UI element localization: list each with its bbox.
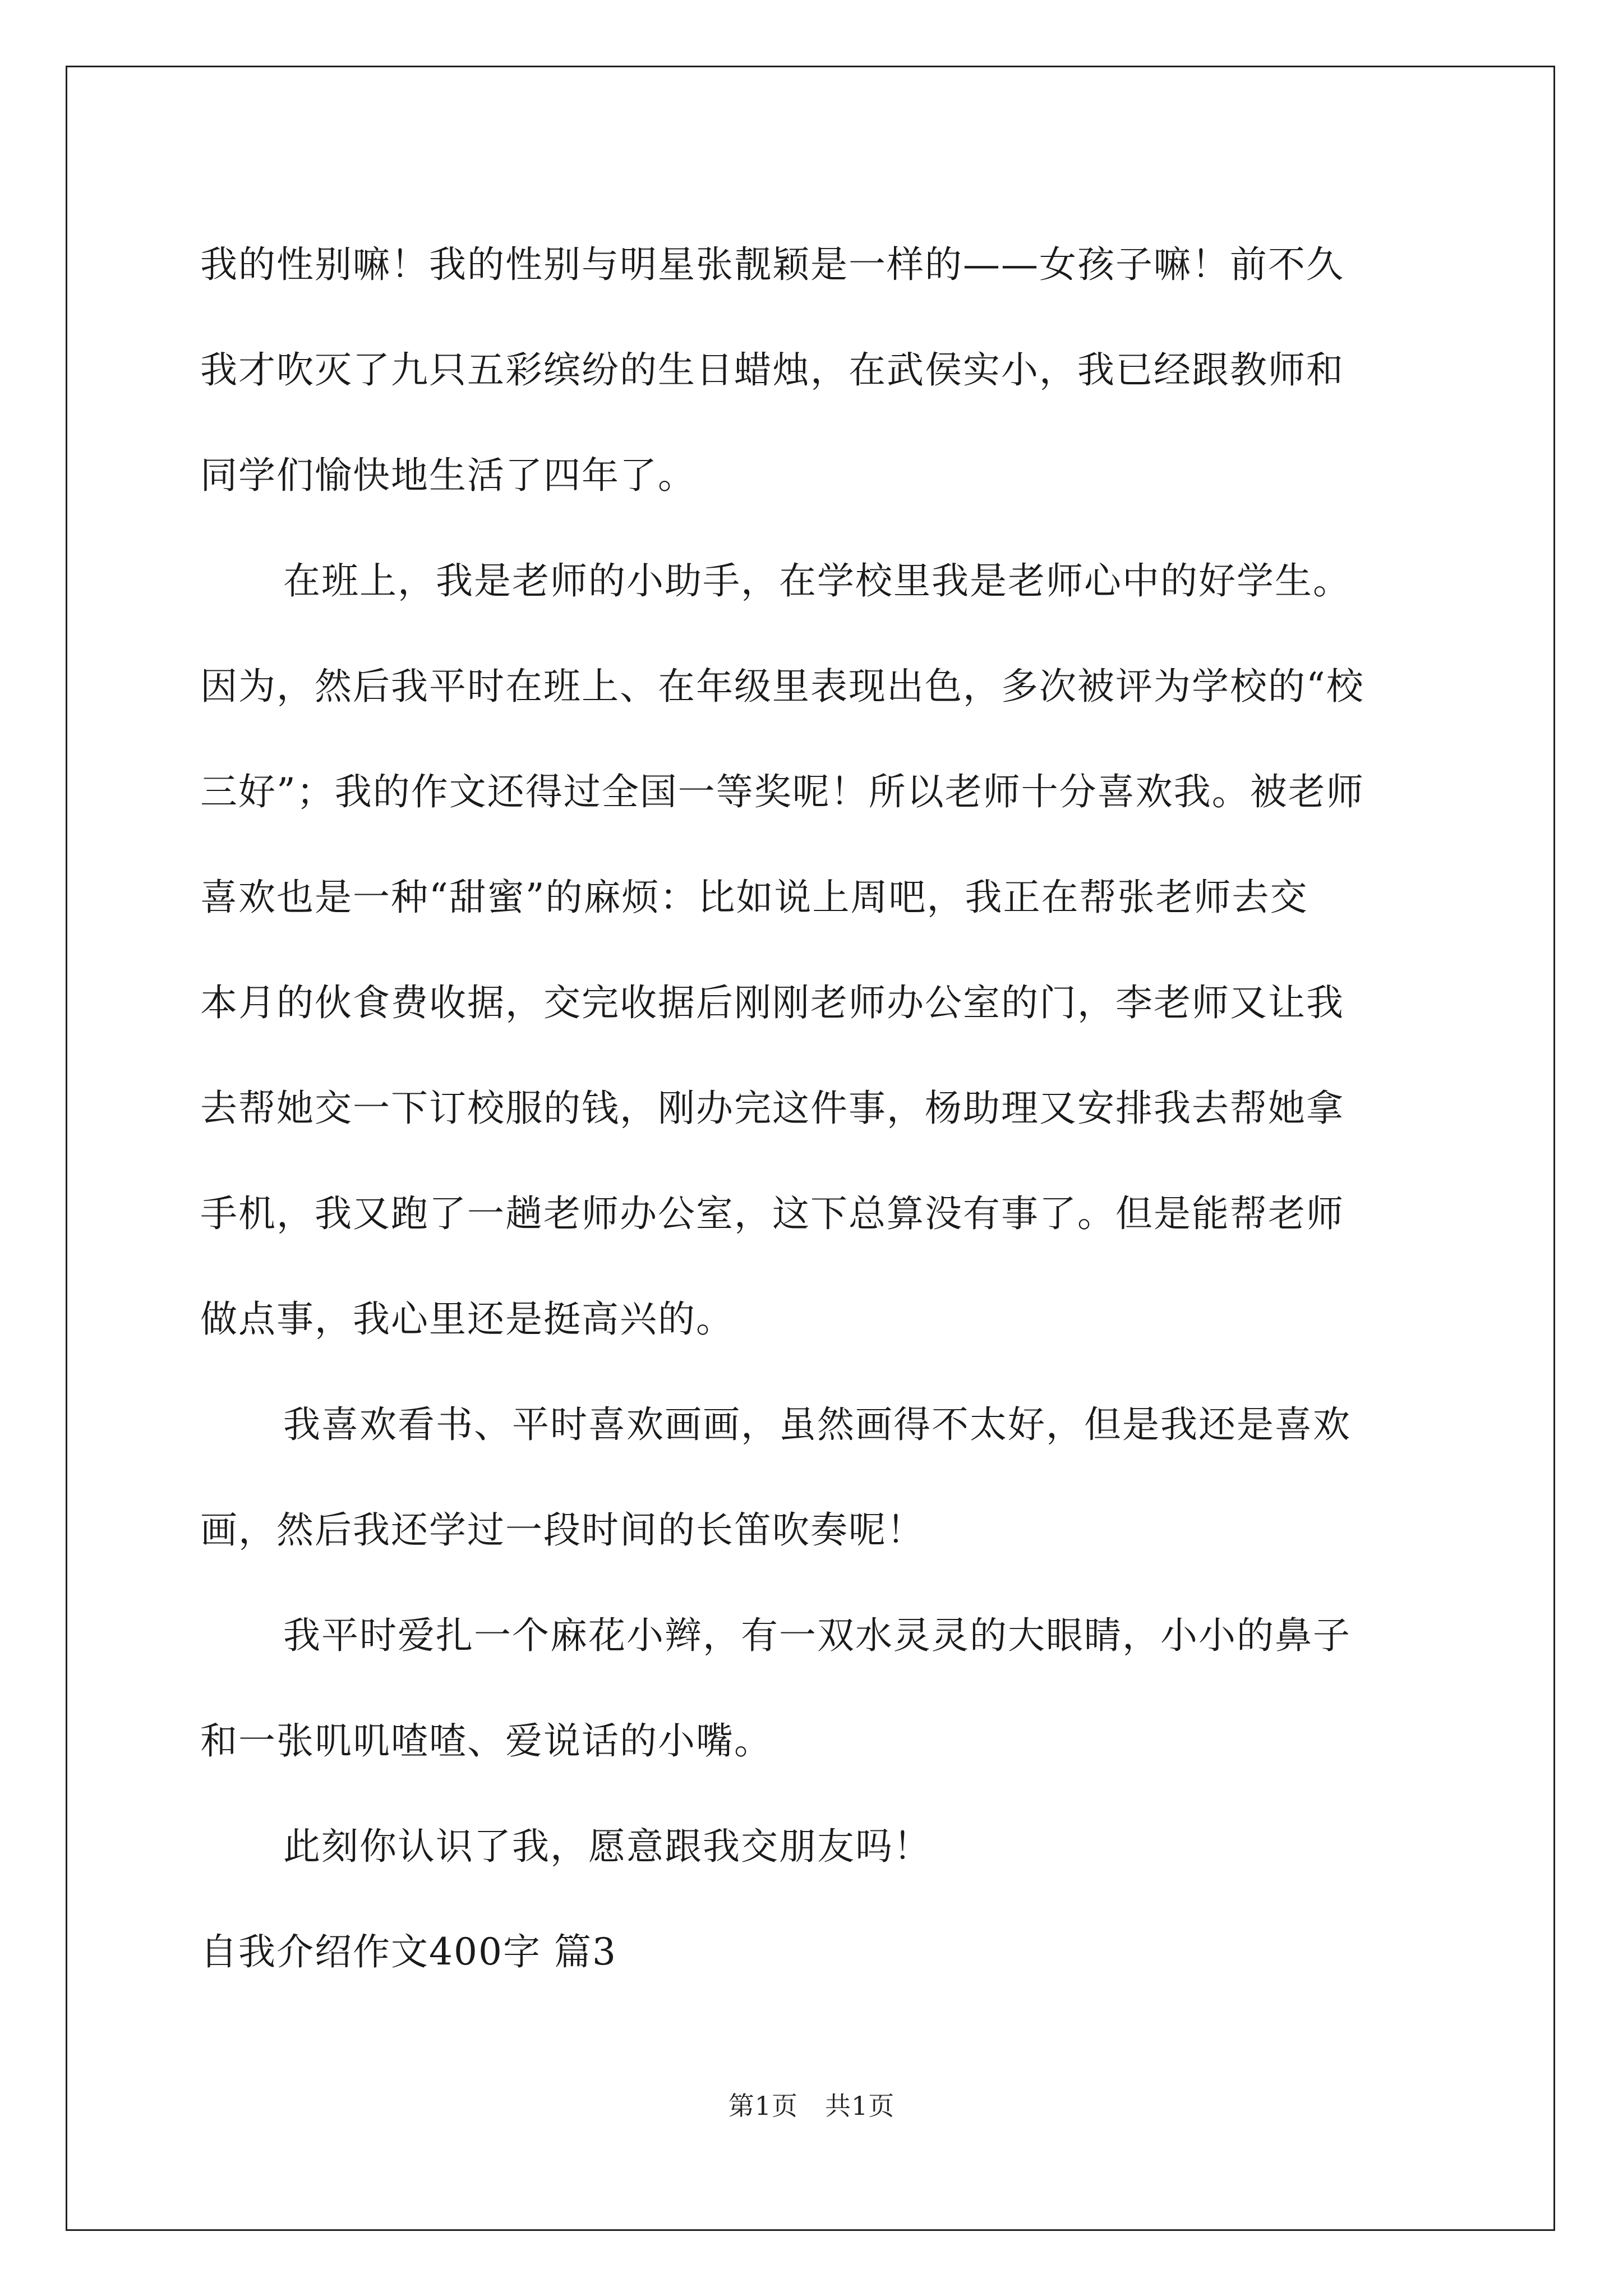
text-line: 画，然后我还学过一段时间的长笛吹奏呢！ — [200, 1508, 925, 1552]
text-line: 我喜欢看书、平时喜欢画画，虽然画得不太好，但是我还是喜欢 — [283, 1403, 1351, 1446]
paragraph-2 — [200, 528, 1423, 1372]
text-line: 和一张叽叽喳喳、爱说话的小嘴。 — [200, 1719, 772, 1763]
section-heading: 自我介绍作文400字 篇3 — [200, 1930, 617, 1973]
text-line: 我的性别嘛！我的性别与明星张靓颖是一样的——女孩子嘛！前不久 — [200, 243, 1344, 286]
text-line: 做点事，我心里还是挺高兴的。 — [200, 1297, 734, 1341]
text-line: 本月的伙食费收据，交完收据后刚刚老师办公室的门，李老师又让我 — [200, 981, 1344, 1024]
page-footer — [0, 2086, 1623, 2123]
text-line: 喜欢也是一种“甜蜜”的麻烦：比如说上周吧，我正在帮张老师去交 — [200, 876, 1308, 919]
text-line: 手机，我又跑了一趟老师办公室，这下总算没有事了。但是能帮老师 — [200, 1192, 1344, 1235]
document-body — [200, 212, 1423, 2005]
paragraph-3 — [200, 1372, 1423, 1583]
text-line: 我才吹灭了九只五彩缤纷的生日蜡烛，在武侯实小，我已经跟教师和 — [200, 348, 1344, 392]
page-total: 共1页 — [825, 2091, 895, 2121]
text-line: 我平时爱扎一个麻花小辫，有一双水灵灵的大眼睛，小小的鼻子 — [283, 1614, 1351, 1657]
text-line: 去帮她交一下订校服的钱，刚办完这件事，杨助理又安排我去帮她拿 — [200, 1087, 1344, 1130]
page-number: 第1页 — [728, 2091, 798, 2121]
text-line: 因为，然后我平时在班上、在年级里表现出色，多次被评为学校的“校 — [200, 665, 1364, 708]
paragraph-1 — [200, 212, 1423, 528]
text-line: 三好”；我的作文还得过全国一等奖呢！所以老师十分喜欢我。被老师 — [200, 770, 1364, 813]
text-line: 同学们愉快地生活了四年了。 — [200, 454, 696, 497]
paragraph-4 — [200, 1583, 1423, 1794]
text-line: 在班上，我是老师的小助手，在学校里我是老师心中的好学生。 — [283, 559, 1351, 602]
text-line: 此刻你认识了我，愿意跟我交朋友吗！ — [283, 1825, 932, 1868]
paragraph-5 — [200, 1794, 1423, 1899]
